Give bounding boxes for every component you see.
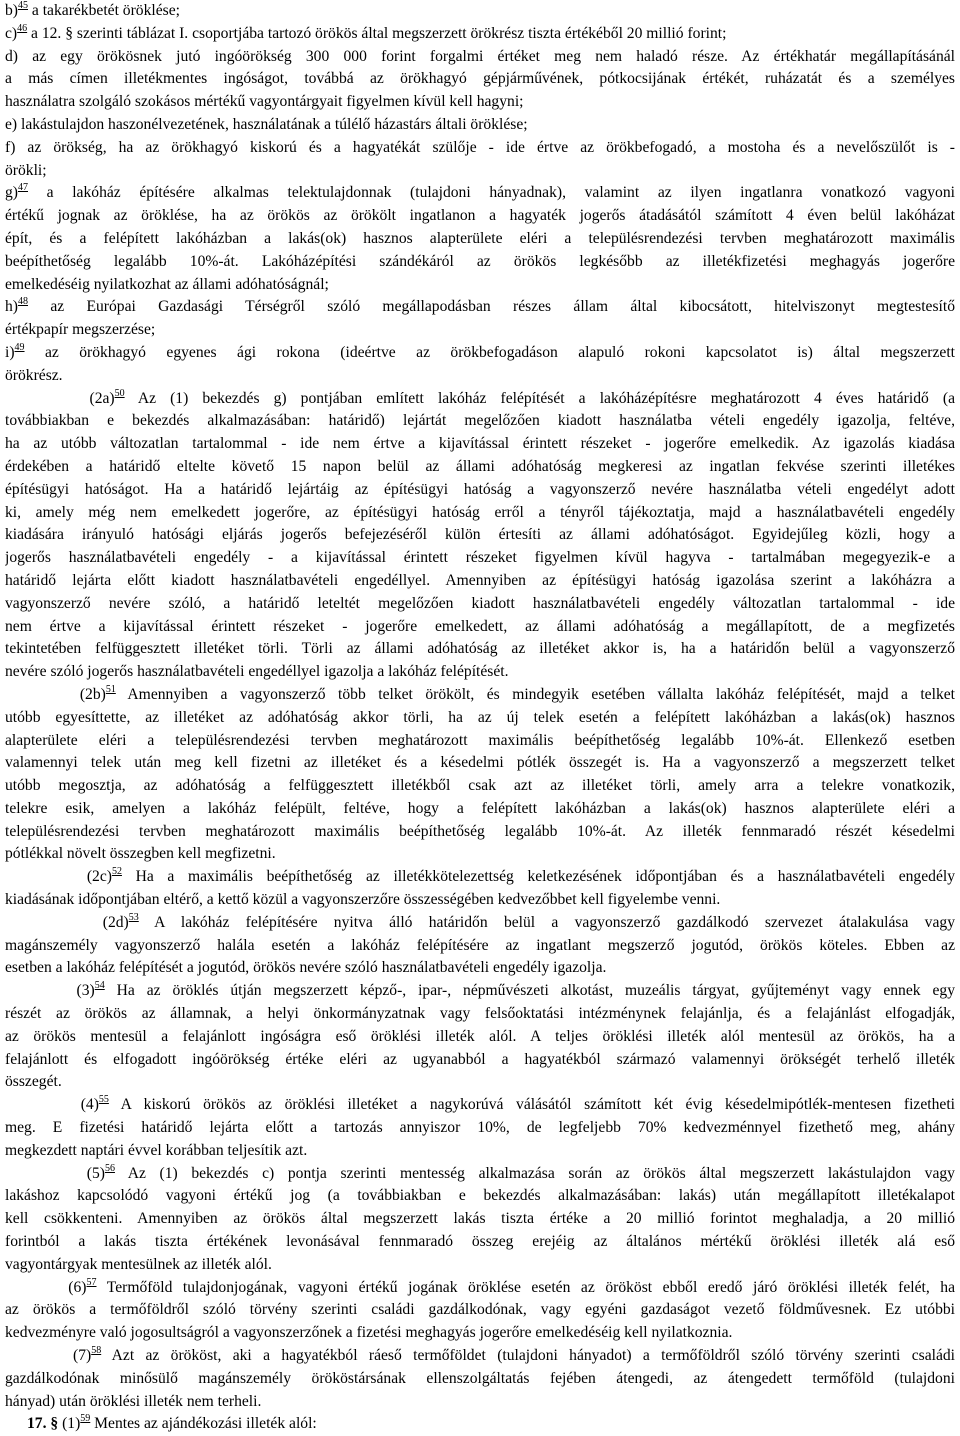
line-text: vagyontárgyak mentesülnek az illeték alól. — [5, 1255, 272, 1273]
line-text: valamennyi telek után meg kell fizetni az illetéket és a késedelmi pótlék összegét is. Ha a vagyonszerző a megszerzett telket — [5, 754, 955, 772]
line-text: kedvezményre való jogosultságról a vagyonszerzőnek a fizetési meghagyás jogerőre emelkedéséig kell nyilatkoznia. — [5, 1324, 733, 1342]
line-text: határidő lejárta előtt kiadott használatbavételi engedéllyel. Amennyiben az építésügyi hatóság igazolása szerint a lakóházra a — [5, 571, 955, 589]
line-text: ha az utóbb változatlan tartalommal - ide nem értve a kijavítással érintett részeket - jogerőre emelkedik. Az igazolás kiadása — [5, 435, 955, 453]
line-text: nevére szóló jogerős használatbavételi engedéllyel igazolja a lakóház felépítését. — [5, 663, 509, 681]
paragraph-marker: (5) — [5, 1164, 105, 1182]
text-line — [5, 935, 955, 958]
footnote-link[interactable]: 46 — [17, 22, 28, 34]
footnote-link[interactable]: 57 — [86, 1276, 97, 1288]
line-text: a 12. § szerinti táblázat I. csoportjába tartozó örökös által megszerzett örökrész tiszta értékéből 20 millió forint; — [27, 24, 727, 42]
line-text: utóbb egyesíttette, az illetéket az adóhatóság akkor törli, ha az új telek esetén a felépített lakóházban a lakás(ok) hasznos — [5, 708, 955, 726]
text-line — [5, 502, 955, 525]
footnote-link[interactable]: 52 — [111, 866, 122, 878]
footnote-link[interactable]: 51 — [105, 683, 116, 695]
line-text: az örökös a termőföldről szóló törvény szerinti családi gazdálkodónak, vagy egyéni gazdaságot vezető földművesnek. Ez utóbbi — [5, 1301, 955, 1319]
line-text: tekintetében felfüggesztett illetéket törli. Törli az állami adóhatóság az illetéket akkor is, ha a határidőn belül a vagyonszerző — [5, 640, 955, 658]
line-text: telekre esik, amelyen a lakóház felépült, feltéve, hogy a felépített lakóházban a lakás(ok) hasznos alapterülete eléri a — [5, 799, 955, 817]
text-line — [5, 365, 955, 388]
paragraph-marker: (2a) — [5, 389, 115, 407]
text-line — [5, 616, 955, 639]
line-text: esetben a lakóház felépítését a jogutód, örökös nevére szóló használatbavételi engedély igazolja. — [5, 959, 607, 977]
footnote-link[interactable]: 50 — [114, 387, 125, 399]
line-text: forintból a lakás tiszta értékének levonásával fennmaradó összeg erejéig az általános mértékű öröklési illeték alá eső — [5, 1233, 955, 1251]
line-text: érdekében a határidő eltelte követő 15 napon belül az állami adóhatóság megkeresi az ingatlan fekvése szerinti illetékes — [5, 457, 955, 475]
line-text: az örökös mentesül a felajánlott ingóságra eső öröklési illeték alól. A teljes öröklési illeték alól mentesül az örökös, ha a — [5, 1027, 955, 1045]
paragraph-marker: (7) — [5, 1347, 92, 1365]
line-text: emelkedéséig nyilatkozhat az állami adóhatóságnál; — [5, 275, 329, 293]
line-text: építésügyi hatóságot. Ha a határidő lejártáig az építésügyi hatóság a vagyonszerző nevére használatba vételi engedélyt adott — [5, 480, 955, 498]
paragraph-marker: (2d) — [5, 913, 129, 931]
text-line — [5, 1277, 955, 1300]
text-line — [5, 1140, 955, 1163]
text-line — [5, 1163, 955, 1186]
text-line — [5, 228, 955, 251]
line-text: Ha az öröklés útján megszerzett képző-, ipar-, népművészeti alkotást, muzeális tárgyat, gyűjteményt vagy ennek egy — [104, 982, 955, 1000]
paragraph-marker: (1) — [58, 1415, 81, 1433]
line-text: gazdálkodónak minősülő magánszemély örököstársának ellenszolgáltatás fejében átengedi, az átengedett termőföld (tulajdoni — [5, 1369, 955, 1387]
paragraph-marker: (2b) — [5, 685, 106, 703]
text-line — [5, 1026, 955, 1049]
line-text: meg. E fizetési határidő lejárta előtt a tartozás annyiszor 10%, de legfeljebb 70% kedvezménnyel fizethető meg, ahány — [5, 1119, 955, 1137]
line-text: kiadásának időpontjában eltérő, a kettő közül a vagyonszerzőre összességében kedvezőbbet kell figyelembe venni. — [5, 891, 721, 909]
text-line — [5, 1345, 955, 1368]
line-text: felajánlott és elfogadott ingóörökség értéke eléri az ugyanabból a hagyatékból származó valamennyi örökségét terhelő illeték — [5, 1050, 955, 1068]
paragraph-marker: (4) — [5, 1096, 99, 1114]
text-line — [5, 912, 955, 935]
text-line — [5, 274, 955, 297]
text-line — [5, 205, 955, 228]
line-text: A lakóház felépítésére nyitva álló határidőn belül a vagyonszerző gazdálkodó szervezet átalakulása vagy — [138, 913, 955, 931]
line-text: f) az örökség, ha az örökhagyó kiskorú és a hagyatékát szülője - ide értve az örökbefogadó, a mostoha és a nevelőszülőt is - — [5, 138, 955, 156]
line-text: Amennyiben a vagyonszerző több telket örökölt, és mindegyik esetében vállalta lakóház felépítését, majd a telket — [115, 685, 955, 703]
line-text: nem értve a kijavítással érintett részeket - jogerőre emelkedett, az állami adóhatóság a megállapított, de a megfizetés — [5, 617, 955, 635]
text-line — [5, 114, 955, 137]
text-line — [5, 843, 955, 866]
line-text: részét az örökös az államnak, a helyi önkormányzatnak vagy felsőoktatási intézménynek felajánlja, és a felajánlást elfogadják, — [5, 1005, 955, 1023]
line-text: lakáshoz kapcsolódó vagyoni értékű jog (a továbbiakban e bekezdés alkalmazásában: lakás) után megállapított illetékalapot — [5, 1187, 955, 1205]
line-text: értékpapír megszerzése; — [5, 321, 156, 339]
text-line — [5, 889, 955, 912]
line-text: örökrész. — [5, 366, 63, 384]
line-text: településrendezési tervben meghatározott maximális beépíthetőség legalább 10%-át. Az illeték fennmaradó részét késedelmi — [5, 822, 955, 840]
text-line — [5, 342, 955, 365]
text-line — [5, 866, 955, 889]
text-line — [5, 570, 955, 593]
text-line — [5, 1049, 955, 1072]
line-text: kell csökkenteni. Amennyiben az örökös által megszerzett lakás tiszta értéke a 20 millió forintot meghaladja, a 20 millió — [5, 1210, 955, 1228]
text-line — [5, 752, 955, 775]
line-text: Ha a maximális beépíthetőség az illetékkötelezettség keletkezésének időpontjában és a használatbavételi engedély — [121, 868, 955, 886]
line-text: a lakóház építésére alkalmas telektulajdonnak (tulajdoni hányadnak), valamint az ilyen ingatlanra vonatkozó vagyoni — [28, 184, 955, 202]
line-text: továbbiakban e bekezdés alkalmazásában: határidő) lejártát megelőzően kiadott használatba vételi engedély igazolja, feltéve, — [5, 412, 955, 430]
text-line — [5, 661, 955, 684]
section-number: 17. § — [27, 1415, 59, 1433]
paragraph-marker: b) — [5, 2, 18, 19]
footnote-link[interactable]: 59 — [80, 1413, 91, 1425]
text-line — [5, 1368, 955, 1391]
footnote-link[interactable]: 47 — [18, 182, 28, 194]
text-line — [5, 410, 955, 433]
line-text: A kiskorú örökös az öröklési illetéket a nagykorúvá válásától számított két évig késedelmipótlék-mentesen fizetheti — [108, 1096, 955, 1114]
line-text: Az (1) bekezdés c) pontja szerinti mentesség alkalmazása során az örökös által megszerzett lakástulajdon vagy — [114, 1164, 955, 1182]
text-line — [5, 388, 955, 411]
text-line — [5, 456, 955, 479]
text-line — [5, 638, 955, 661]
line-text: Termőföld tulajdonjogának, vagyoni értékű jogának öröklése esetén az örököst ebből eredő járó öröklési illeték felét, ha — [96, 1278, 955, 1296]
line-text: magánszemély vagyonszerző halála esetén a lakóház felépítésére az ingatlant megszerző jogutód, örökös köteles. Ebben az — [5, 936, 955, 954]
text-line — [5, 1391, 955, 1414]
footnote-link[interactable]: 56 — [104, 1162, 115, 1174]
line-text: d) az egy örökösnek jutó ingóörökség 300 000 forint forgalmi értéket meg nem haladó része. Az értékhatár megállapításánál — [5, 47, 955, 65]
line-text: beépíthetőség legalább 10%-át. Lakóházépítési szándékáról az örökös legkésőbb az illetékfizetési meghagyás jogerőre — [5, 252, 955, 270]
line-text: vagyonszerző nevére szóló, a határidő leteltét megelőzően kiadott használatbavételi engedély változatlan tartalommal - ide — [5, 594, 955, 612]
text-line — [5, 1094, 955, 1117]
line-text: örökli; — [5, 161, 47, 179]
line-text: e) lakástulajdon haszonélvezetének, használatának a túlélő házastárs általi öröklése; — [5, 115, 528, 133]
line-text: értékű jognak az öröklése, ha az örökös az örökölt ingatlanon a hagyaték jogerős átadásától számított 4 éven belül lakóházat — [5, 207, 955, 225]
line-text: a takarékbetét öröklése; — [28, 2, 180, 19]
text-line — [5, 23, 955, 46]
text-line — [5, 160, 955, 183]
text-line — [5, 730, 955, 753]
section-heading — [5, 1413, 955, 1436]
paragraph-marker: (6) — [5, 1278, 87, 1296]
text-line — [5, 1299, 955, 1322]
text-line — [5, 1254, 955, 1277]
line-text: összegét. — [5, 1073, 62, 1091]
paragraph-marker: (2c) — [5, 868, 112, 886]
line-text: alapterülete eléri a településrendezési tervben meghatározott maximális beépíthetőség legalább 10%-át. Ellenkező esetben — [5, 731, 955, 749]
text-line — [5, 1003, 955, 1026]
line-text: a más címen illetékmentes ingóságot, továbbá az örökhagyó gépjárművének, pótkocsijának értékét, ruházatát és a személyes — [5, 70, 955, 88]
section-text: Mentes az ajándékozási illeték alól: — [90, 1415, 317, 1433]
text-line — [5, 1117, 955, 1140]
paragraph-marker: g) — [5, 184, 18, 202]
text-line — [5, 319, 955, 342]
paragraph-marker: (3) — [5, 982, 95, 1000]
text-line — [5, 775, 955, 798]
text-line — [5, 707, 955, 730]
text-line — [5, 1185, 955, 1208]
text-line — [5, 46, 955, 69]
text-line — [5, 433, 955, 456]
line-text: jogerős használatbavételi engedély - a kijavítással érintett részeket figyelmen kívül hagyva - tartalmában megegyezik-e a — [5, 549, 955, 567]
text-line — [5, 182, 955, 205]
text-line — [5, 821, 955, 844]
line-text: ki, amely még nem emelkedett jogerőre, az építésügyi hatóság erről a tényről tájékoztatja, majd a használatbavételi engedély — [5, 503, 955, 521]
text-line — [5, 1231, 955, 1254]
text-line — [5, 296, 955, 319]
footnote-link[interactable]: 55 — [98, 1094, 109, 1106]
text-line — [5, 1322, 955, 1345]
text-line — [5, 524, 955, 547]
line-text: hányad) után öröklési illeték nem terheli. — [5, 1392, 262, 1410]
footnote-link[interactable]: 45 — [18, 0, 28, 11]
line-text: Az (1) bekezdés g) pontjában említett lakóház felépítését a lakóházépítésre meghatározott 4 éves határidő (a — [124, 389, 955, 407]
text-line — [5, 547, 955, 570]
footnote-link[interactable]: 48 — [18, 296, 28, 308]
text-line — [5, 0, 955, 23]
footnote-link[interactable]: 58 — [91, 1345, 102, 1357]
text-line — [5, 91, 955, 114]
text-line — [5, 251, 955, 274]
text-line — [5, 957, 955, 980]
line-text: pótlékkal növelt összegben kell megfizetni. — [5, 845, 276, 863]
text-line — [5, 479, 955, 502]
text-line — [5, 798, 955, 821]
text-line — [5, 593, 955, 616]
footnote-link[interactable]: 54 — [94, 980, 105, 992]
line-text: épít, és a felépített lakóházban a lakás(ok) hasznos alapterülete eléri a településrendezési tervben meghatározott maximális — [5, 229, 955, 247]
line-text: az Európai Gazdasági Térségről szóló megállapodásban részes állam által kibocsátott, hitelviszonyt megtestesítő — [28, 298, 955, 316]
paragraph-marker: h) — [5, 298, 18, 316]
line-text: utóbb megosztja, az adóhatóság a felfüggesztett illetékből csak azt az illetéket törli, amely arra a telekre vonatkozik, — [5, 777, 955, 795]
paragraph-marker: i) — [5, 343, 15, 361]
line-text: megkezdett naptári évvel korábban teljesítik azt. — [5, 1141, 308, 1159]
line-text: az örökhagyó egyenes ági rokona (ideértve az örökbefogadáson alapuló rokoni kapcsolatot is) által megszerzett — [24, 343, 955, 361]
text-line — [5, 1071, 955, 1094]
footnote-link[interactable]: 49 — [14, 341, 25, 353]
text-line — [5, 137, 955, 160]
paragraph-marker: c) — [5, 24, 18, 42]
text-line — [5, 68, 955, 91]
line-text: kiadására irányuló hatósági eljárás jogerős befejezéséről külön értesíti az állami adóhatóságot. Egyidejűleg közli, hogy a — [5, 526, 955, 544]
text-line — [5, 684, 955, 707]
text-line — [5, 1208, 955, 1231]
line-text: Azt az örököst, aki a hagyatékból ráeső termőföldet (tulajdoni hányadot) a termőföldről szóló törvény szerinti családi — [101, 1347, 955, 1365]
text-line — [5, 980, 955, 1003]
line-text: használatra szolgáló szokásos mértékű vagyontárgyait figyelmen kívül kell hagyni; — [5, 93, 524, 111]
footnote-link[interactable]: 53 — [128, 911, 139, 923]
